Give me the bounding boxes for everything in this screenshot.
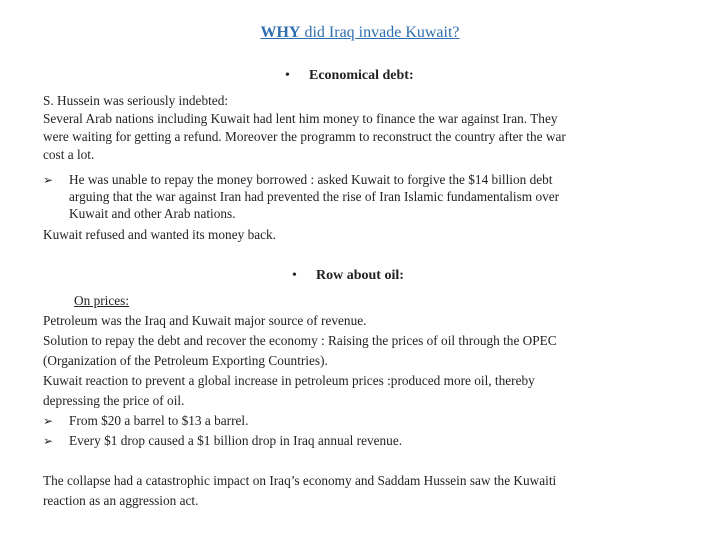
arrow-list-item (43, 171, 553, 189)
arrow-item-text: From $20 a barrel to $13 a barrel. (69, 413, 249, 428)
title-rest: did Iraq invade Kuwait? (300, 24, 460, 41)
section2-heading (292, 268, 404, 284)
section1-heading (285, 68, 414, 84)
paragraph-line: were waiting for getting a refund. Moreover the programm to reconstruct the country after the war (43, 129, 566, 144)
paragraph-line: Petroleum was the Iraq and Kuwait major source of revenue. (43, 313, 367, 328)
paragraph-line: cost a lot. (43, 147, 95, 162)
arrow-list-item (43, 432, 402, 450)
arrow-list-item (43, 412, 248, 430)
bullet-icon: • (292, 268, 297, 283)
paragraph-line: Kuwait reaction to prevent a global increase in petroleum prices :produced more oil, thereby (43, 373, 535, 388)
arrow-item-continuation: Kuwait and other Arab nations. (69, 206, 236, 221)
arrow-item-text: He was unable to repay the money borrowed : asked Kuwait to forgive the $14 billion debt (69, 172, 553, 187)
paragraph-line: Solution to repay the debt and recover the economy : Raising the prices of oil through the OPEC (43, 333, 557, 348)
title-why: WHY (260, 24, 301, 41)
arrow-bullet-icon: ➢ (43, 414, 54, 428)
section2-heading-text: Row about oil: (316, 268, 404, 283)
arrow-bullet-icon: ➢ (43, 173, 54, 187)
paragraph-line: (Organization of the Petroleum Exporting Countries). (43, 353, 328, 368)
subheading-on-prices: On prices: (74, 293, 130, 308)
arrow-bullet-icon: ➢ (43, 434, 54, 448)
page-title (0, 24, 720, 42)
paragraph-line: depressing the price of oil. (43, 393, 185, 408)
arrow-item-text: Every $1 drop caused a $1 billion drop in Iraq annual revenue. (69, 433, 403, 448)
conclusion-line: The collapse had a catastrophic impact on Iraq’s economy and Saddam Hussein saw the Kuwaiti (43, 473, 557, 488)
paragraph-line: Several Arab nations including Kuwait had lent him money to finance the war against Iran. They (43, 111, 558, 126)
paragraph-line: S. Hussein was seriously indebted: (43, 93, 229, 108)
bullet-icon: • (285, 68, 290, 83)
conclusion-line: reaction as an aggression act. (43, 493, 199, 508)
arrow-item-continuation: arguing that the war against Iran had prevented the rise of Iran Islamic fundamentalism over (69, 189, 560, 204)
paragraph-line: Kuwait refused and wanted its money back. (43, 227, 276, 242)
section1-heading-text: Economical debt: (309, 68, 414, 83)
